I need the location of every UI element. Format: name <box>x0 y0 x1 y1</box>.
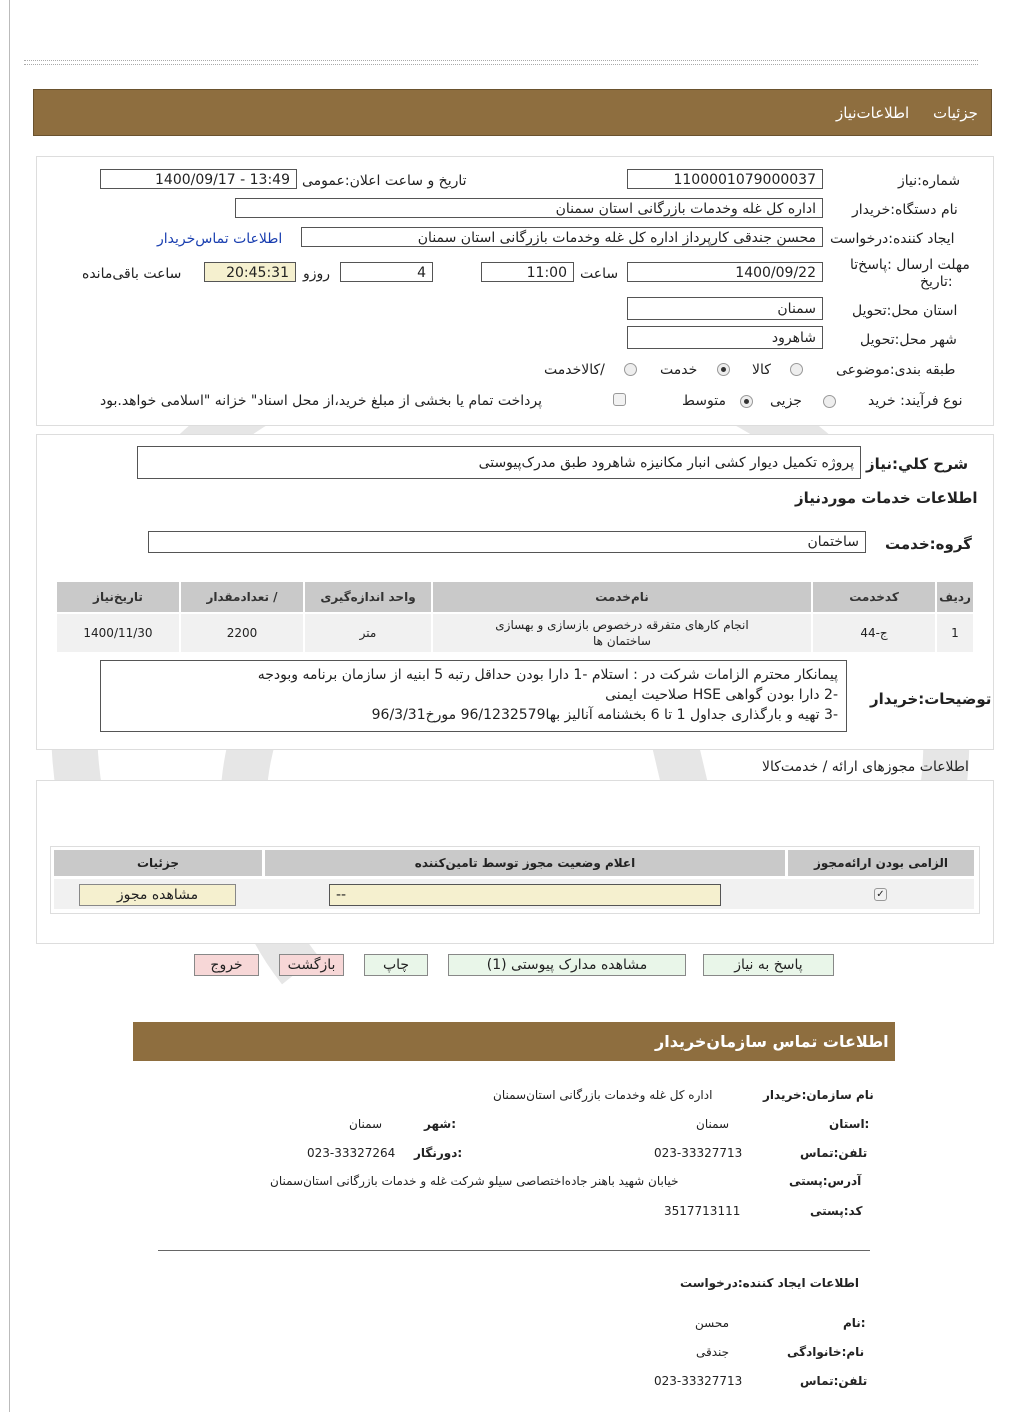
buyer-contact-link[interactable]: اطلاعات تماس‌خریدار <box>157 231 283 247</box>
cell-unit: متر <box>304 613 432 653</box>
treasury-payment-checkbox[interactable] <box>613 393 626 406</box>
days-label: روزو <box>303 266 331 282</box>
postal-code-value: 3517713111 <box>664 1204 741 1218</box>
top-divider <box>24 60 978 65</box>
announce-datetime-field: 1400/09/17 - 13:49 <box>100 169 297 189</box>
service-group-field: ساختمان <box>148 531 866 553</box>
cell-need-date: 1400/11/30 <box>56 613 180 653</box>
permit-required-checkbox: ✓ <box>874 888 887 901</box>
services-section-title: اطلاعات خدمات موردنیاز <box>795 489 978 507</box>
permits-header-required: الزامی بودن ارائه‌مجوز <box>788 850 974 876</box>
general-description-label: شرح کلي:نیاز <box>866 455 969 473</box>
creator-name-value: محسن <box>695 1316 730 1330</box>
category-goods-label: کالا <box>752 362 771 378</box>
creator-field: محسن جندقی کارپرداز اداره کل غله وخدمات بازرگانی استان سمنان <box>301 227 823 247</box>
need-info-panel <box>36 156 994 426</box>
col-quantity: / تعدادمقدار <box>180 581 304 613</box>
province-field: سمنان <box>627 297 823 320</box>
buyer-org-label: نام دستگاه:خریدار <box>852 202 958 218</box>
buyer-org-field: اداره کل غله وخدمات بازرگانی استان سمنان <box>235 198 823 218</box>
creator-label: ایجاد کننده:درخواست <box>830 231 955 247</box>
city-info-label: :شهر <box>424 1117 456 1131</box>
days-field: 4 <box>340 262 433 282</box>
deadline-time-label: ساعت <box>580 266 619 282</box>
buyer-notes-box <box>100 660 847 732</box>
city-info-value: سمنان <box>349 1117 383 1131</box>
category-goods-radio[interactable] <box>790 363 803 376</box>
back-button[interactable]: بازگشت <box>279 954 344 976</box>
permit-status-field[interactable]: -- <box>329 884 721 906</box>
phone-label: تلفن:تماس <box>800 1146 868 1160</box>
deadline-date-field: 1400/09/22 <box>627 262 823 282</box>
print-button[interactable]: چاپ <box>364 954 428 976</box>
address-value: خیابان شهید باهنر جاده‌اختصاصی سیلو شرکت غله و خدمات بازرگانی استان‌سمنان <box>270 1174 679 1188</box>
process-medium-radio[interactable] <box>740 395 753 408</box>
deadline-label-date: :تاریخ <box>920 274 953 290</box>
city-label: شهر محل:تحویل <box>860 332 957 348</box>
remaining-label: ساعت باقی‌مانده <box>82 266 182 282</box>
col-need-date: تاریخ‌نیاز <box>56 581 180 613</box>
permits-title: اطلاعات مجوزهای ارائه / خدمت‌کالا <box>762 759 969 775</box>
org-name-label: نام سازمان:خریدار <box>763 1088 874 1102</box>
tab-details[interactable]: جزئیات <box>933 104 978 122</box>
creator-name-label: :نام <box>843 1316 866 1330</box>
address-label: آدرس:پستی <box>789 1174 862 1188</box>
contact-divider <box>158 1250 870 1251</box>
col-unit: واحد اندازه‌گیری <box>304 581 432 613</box>
category-service-radio[interactable] <box>717 363 730 376</box>
need-number-field: 1100001079000037 <box>627 169 823 189</box>
col-name: نام‌خدمت <box>432 581 812 613</box>
creator-phone-value: 023-33327713 <box>654 1374 743 1388</box>
deadline-time-field: 11:00 <box>481 262 574 282</box>
process-type-label: نوع فرآیند: خرید <box>868 393 963 409</box>
treasury-payment-note: پرداخت تمام یا بخشی از مبلغ خرید،از محل اسناد" خزانه "اسلامی خواهد.بود <box>100 393 543 409</box>
attachments-button[interactable]: مشاهده مدارک پیوستی (1) <box>448 954 686 976</box>
permits-header-status: اعلام وضعیت مجوز توسط تامین‌کننده <box>265 850 785 876</box>
buyer-note-line-1: پیمانکار محترم الزامات شرکت در : استلام -1 دارا بودن حداقل رتبه 5 ابنیه از سازمان برنامه وبودجه <box>257 667 838 683</box>
org-name-value: اداره کل غله وخدمات بازرگانی استان‌سمنان <box>493 1088 713 1102</box>
process-small-label: جزیی <box>770 393 802 409</box>
table-row <box>56 613 974 653</box>
col-code: کدخدمت <box>812 581 936 613</box>
service-table <box>55 580 975 654</box>
process-small-radio[interactable] <box>823 395 836 408</box>
category-label: طبقه بندی:موضوعی <box>836 362 956 378</box>
general-description-field: پروژه تکمیل دیوار کشی انبار مکانیزه شاهرود طبق مدرک‌پیوستی <box>137 446 861 479</box>
cell-row: 1 <box>936 613 974 653</box>
view-permit-button[interactable]: مشاهده مجوز <box>79 884 236 906</box>
cell-quantity: 2200 <box>180 613 304 653</box>
category-service-label: خدمت <box>660 362 698 378</box>
category-both-label: /کالاخدمت <box>544 362 605 378</box>
permits-header-details: جزئیات <box>54 850 262 876</box>
need-number-label: شماره:نیاز <box>898 173 961 189</box>
fax-label: :دورنگار <box>414 1146 463 1160</box>
process-medium-label: متوسط <box>682 393 726 409</box>
province-info-label: :استان <box>829 1117 870 1131</box>
buyer-note-line-2: -2 دارا بودن گواهی HSE صلاحیت ایمنی <box>605 687 838 703</box>
fax-value: 023-33327264 <box>307 1146 396 1160</box>
province-info-value: سمنان <box>696 1117 730 1131</box>
cell-name: انجام کارهای متفرقه درخصوص بازسازی و بهسازی ساختمان ها <box>432 613 812 653</box>
buyer-notes-label: توضیحات:خریدار <box>870 690 992 708</box>
province-label: استان محل:تحویل <box>852 303 958 319</box>
creator-family-value: جندقی <box>696 1345 730 1359</box>
tab-need-info[interactable]: اطلاعات‌نیاز <box>836 104 910 122</box>
exit-button[interactable]: خروج <box>194 954 259 976</box>
reply-button[interactable]: پاسخ به نیاز <box>703 954 834 976</box>
remaining-time-field: 20:45:31 <box>204 262 296 282</box>
cell-code: ج-44 <box>812 613 936 653</box>
category-both-radio[interactable] <box>624 363 637 376</box>
creator-phone-label: تلفن:تماس <box>800 1374 868 1388</box>
creator-family-label: نام:خانوادگی <box>787 1345 865 1359</box>
phone-value: 023-33327713 <box>654 1146 743 1160</box>
deadline-label: مهلت ارسال :پاسخ‌تا <box>850 257 970 273</box>
contact-title: اطلاعات تماس سازمان‌خریدار <box>655 1032 889 1051</box>
announce-label: تاریخ و ساعت اعلان:عمومی <box>302 173 467 189</box>
service-group-label: گروه:خدمت <box>885 535 972 553</box>
col-row: ردیف <box>936 581 974 613</box>
city-field: شاهرود <box>627 326 823 349</box>
creator-section-title: اطلاعات ایجاد کننده:درخواست <box>680 1276 860 1290</box>
buyer-note-line-3: -3 تهیه و بارگذاری جداول 1 تا 6 بخشنامه آنالیز بها96/1232579 مورخ96/3/31 <box>371 707 838 723</box>
postal-code-label: کد:پستی <box>810 1204 863 1218</box>
